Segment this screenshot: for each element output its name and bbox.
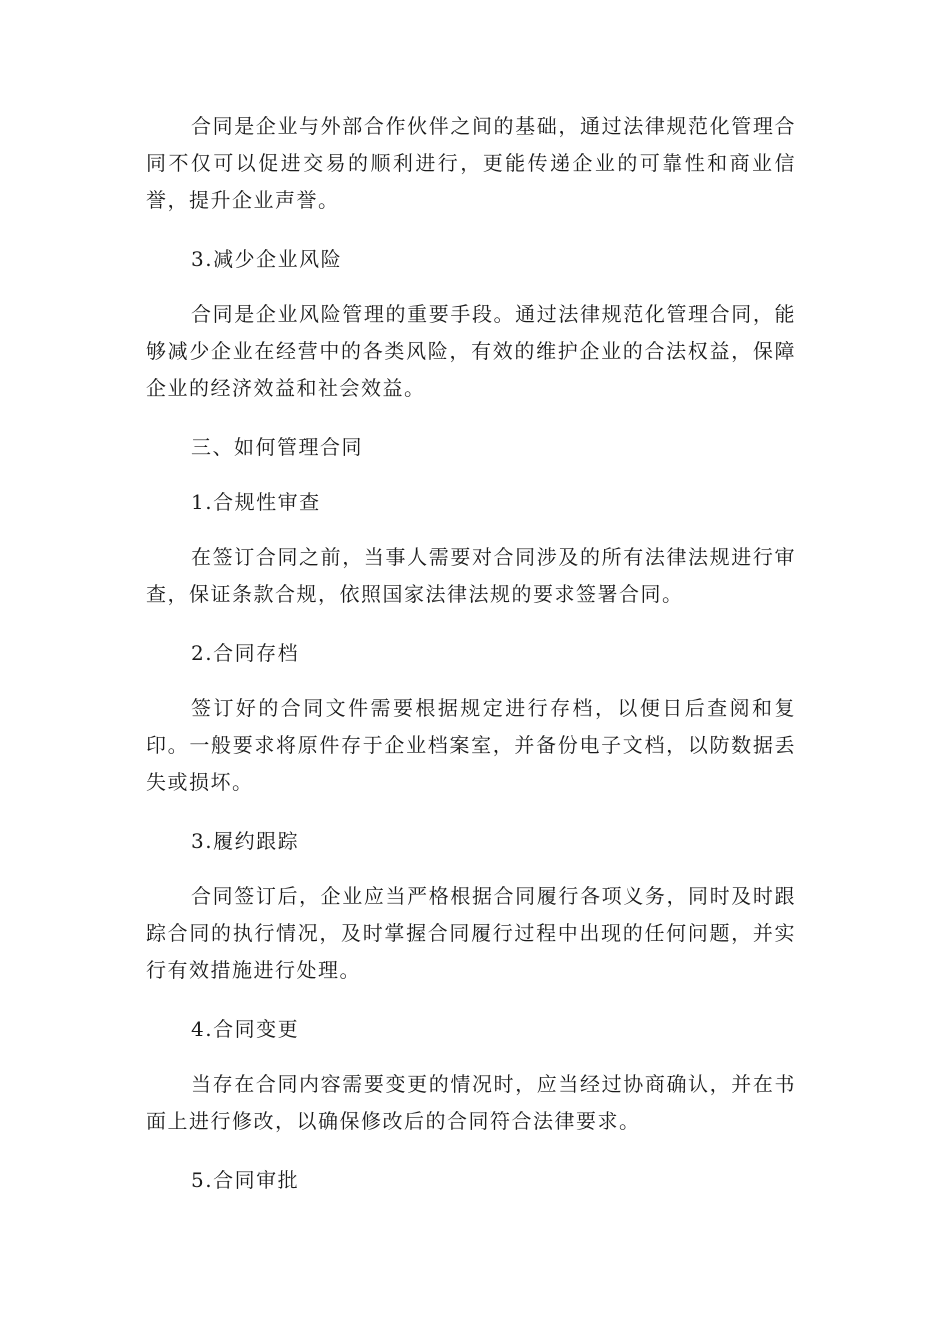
paragraph-compliance-review: 在签订合同之前，当事人需要对合同涉及的所有法律法规进行审查，保证条款合规，依照国家法律法规的要求签署合同。 — [146, 545, 796, 606]
heading-how-to-manage: 三、如何管理合同 — [191, 435, 363, 459]
heading-contract-change: 4.合同变更 — [191, 1017, 300, 1041]
paragraph-contract-change: 当存在合同内容需要变更的情况时，应当经过协商确认，并在书面上进行修改，以确保修改后的合同符合法律要求。 — [146, 1072, 796, 1133]
heading-contract-approval: 5.合同审批 — [191, 1168, 300, 1192]
paragraph-performance-tracking: 合同签订后，企业应当严格根据合同履行各项义务，同时及时跟踪合同的执行情况，及时掌握合同履行过程中出现的任何问题，并实行有效措施进行处理。 — [146, 884, 796, 982]
heading-compliance-review: 1.合规性审查 — [191, 490, 321, 514]
paragraph-contract-archiving: 签订好的合同文件需要根据规定进行存档，以便日后查阅和复印。一般要求将原件存于企业档案室，并备份电子文档，以防数据丢失或损坏。 — [146, 696, 796, 794]
paragraph-contract-foundation: 合同是企业与外部合作伙伴之间的基础，通过法律规范化管理合同不仅可以促进交易的顺利进行，更能传递企业的可靠性和商业信誉，提升企业声誉。 — [146, 114, 796, 212]
heading-reduce-risk: 3.减少企业风险 — [191, 247, 343, 271]
heading-performance-tracking: 3.履约跟踪 — [191, 829, 300, 853]
paragraph-reduce-risk: 合同是企业风险管理的重要手段。通过法律规范化管理合同，能够减少企业在经营中的各类风险，有效的维护企业的合法权益，保障企业的经济效益和社会效益。 — [146, 302, 796, 400]
document-body — [146, 108, 796, 1217]
heading-contract-archiving: 2.合同存档 — [191, 641, 300, 665]
